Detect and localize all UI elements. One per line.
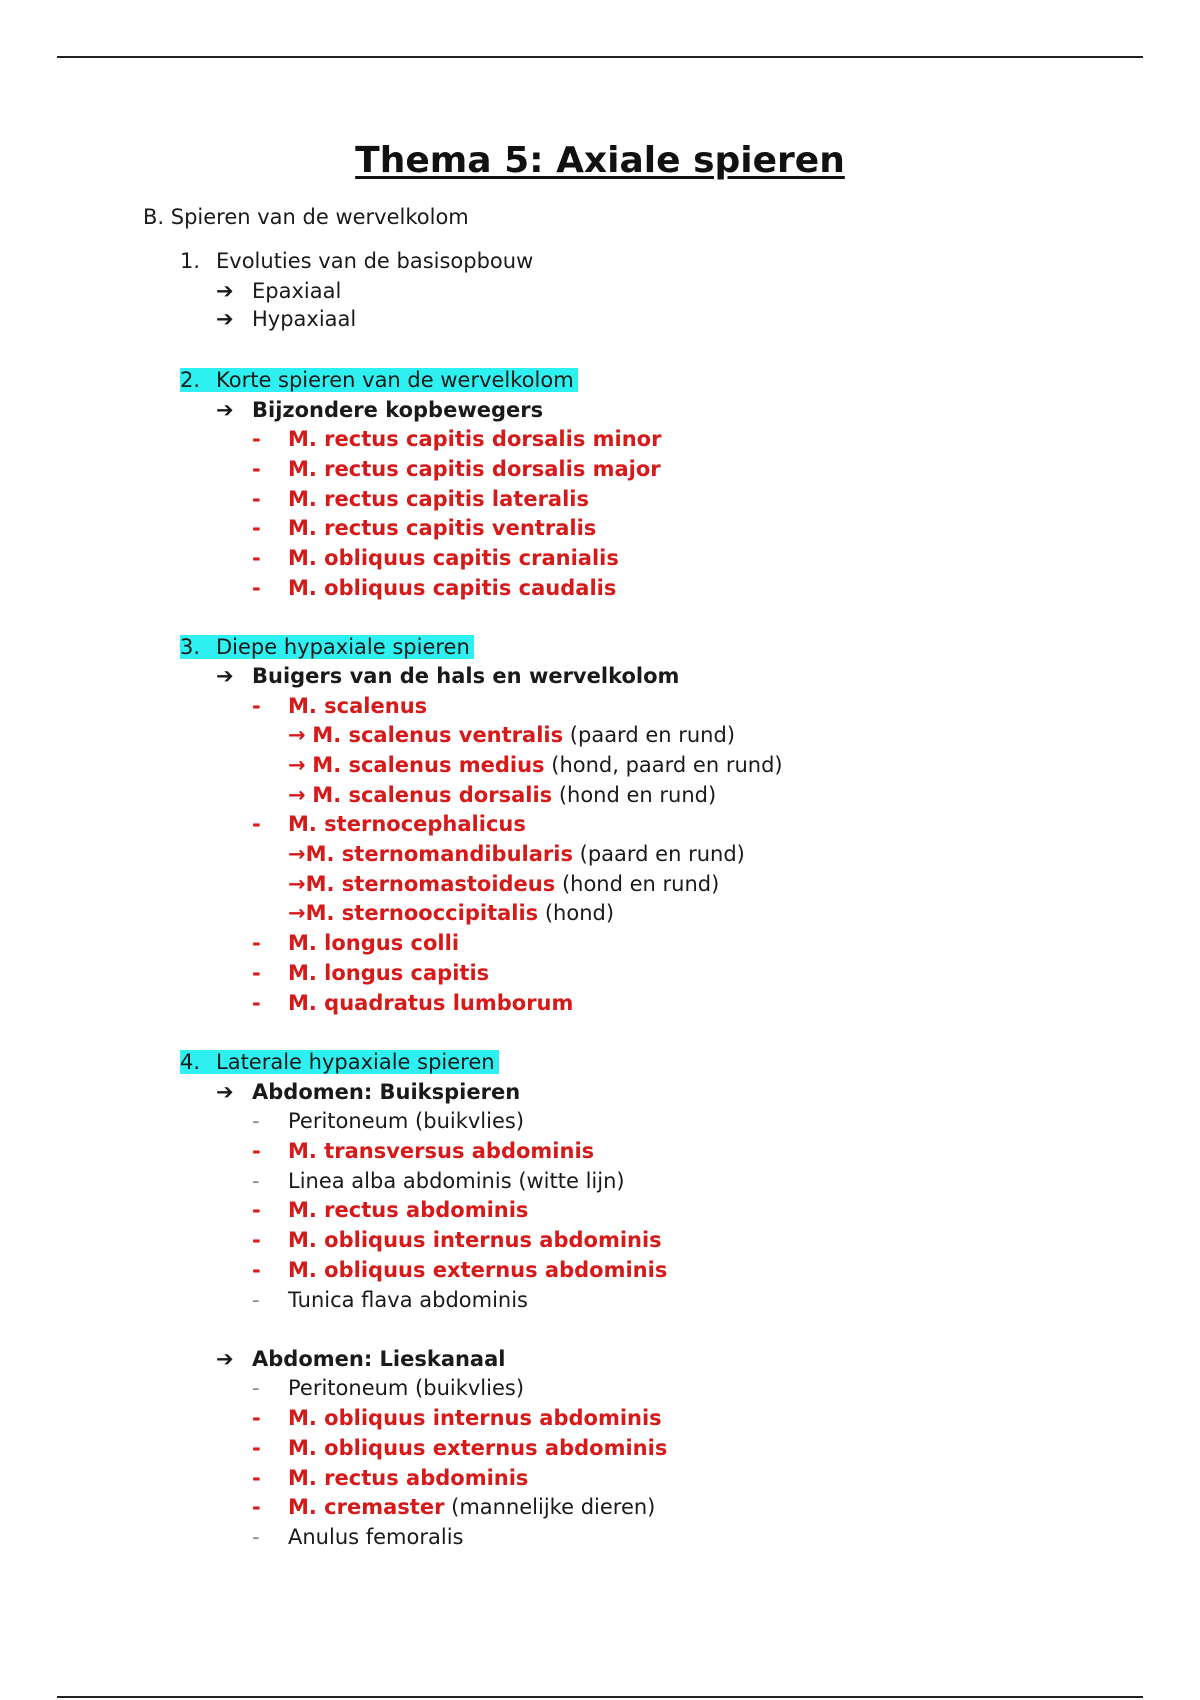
small-arrow-icon: → (288, 723, 306, 747)
sub-list-item (288, 840, 745, 868)
list-item (252, 1523, 463, 1551)
list-item (252, 1286, 528, 1314)
list-item (252, 989, 573, 1017)
arrow-icon: ➔ (216, 398, 234, 422)
arrow-icon: ➔ (216, 1347, 234, 1371)
dash-icon: - (252, 1109, 260, 1133)
small-arrow-icon: → (288, 872, 306, 896)
subheading (216, 396, 543, 424)
dash-icon: - (252, 1288, 260, 1312)
item-label: Peritoneum (buikvlies) (288, 1376, 525, 1400)
list-item (252, 544, 619, 572)
subheading (216, 1078, 520, 1106)
list-item (252, 1374, 524, 1402)
muscle-name: M. quadratus lumborum (288, 991, 574, 1015)
muscle-note: (paard en rund) (579, 842, 745, 866)
list-item (252, 1137, 594, 1165)
subheading-label: Bijzondere kopbewegers (252, 398, 544, 422)
dash-icon: - (252, 1436, 261, 1460)
list-item (252, 1464, 528, 1492)
list-item (252, 929, 459, 957)
page-title: Thema 5: Axiale spieren (355, 140, 845, 181)
section-subtitle: B. Spieren van de wervelkolom (143, 205, 469, 229)
arrow-icon: ➔ (216, 664, 234, 688)
small-arrow-icon: → (288, 842, 306, 866)
dash-icon: - (252, 546, 261, 570)
sub-list-item (288, 721, 735, 749)
muscle-name: M. obliquus capitis caudalis (288, 576, 617, 600)
muscle-name: M. sternomandibularis (305, 842, 573, 866)
muscle-name: M. sternomastoideus (305, 872, 556, 896)
section-3-label: Diepe hypaxiale spieren (216, 635, 470, 659)
arrow-icon: ➔ (216, 307, 234, 331)
dash-icon: - (252, 516, 261, 540)
subheading (216, 662, 679, 690)
small-arrow-icon: → (288, 901, 306, 925)
dash-icon: - (252, 1495, 261, 1519)
sub-list-item (288, 781, 716, 809)
muscle-name: M. scalenus medius (312, 753, 545, 777)
section-2-number: 2. (180, 368, 201, 392)
list-item (252, 810, 526, 838)
item-label: Epaxiaal (252, 279, 342, 303)
item-label: Anulus femoralis (288, 1525, 464, 1549)
item-label: Tunica flava abdominis (288, 1288, 529, 1312)
list-item (252, 1167, 625, 1195)
list-item (216, 305, 356, 333)
list-item (216, 277, 341, 305)
muscle-note: (paard en rund) (569, 723, 736, 747)
muscle-name: M. obliquus internus abdominis (288, 1228, 662, 1252)
list-item (252, 1196, 528, 1224)
muscle-name: M. obliquus internus abdominis (288, 1406, 662, 1430)
list-item (252, 959, 489, 987)
list-item (252, 574, 616, 602)
list-item (252, 425, 661, 453)
list-item (252, 1404, 662, 1432)
sub-list-item (288, 870, 719, 898)
muscle-name: M. sternocephalicus (288, 812, 526, 836)
muscle-note: (mannelijke dieren) (451, 1495, 656, 1519)
muscle-name: M. obliquus capitis cranialis (288, 546, 619, 570)
section-3-number: 3. (180, 635, 201, 659)
muscle-name: M. rectus capitis ventralis (288, 516, 597, 540)
top-rule (57, 56, 1143, 58)
list-item (252, 1256, 667, 1284)
muscle-name: M. scalenus ventralis (312, 723, 564, 747)
muscle-name: M. longus colli (288, 931, 460, 955)
muscle-name: M. obliquus externus abdominis (288, 1436, 668, 1460)
dash-icon: - (252, 991, 261, 1015)
list-item (252, 455, 661, 483)
dash-icon: - (252, 931, 261, 955)
arrow-icon: ➔ (216, 1080, 234, 1104)
section-3-heading (180, 633, 474, 661)
muscle-name: M. cremaster (288, 1495, 445, 1519)
arrow-icon: ➔ (216, 279, 234, 303)
dash-icon: - (252, 487, 261, 511)
muscle-note: (hond en rund) (558, 783, 717, 807)
subheading-label: Abdomen: Lieskanaal (252, 1347, 506, 1371)
muscle-name: M. obliquus externus abdominis (288, 1258, 668, 1282)
muscle-note: (hond en rund) (561, 872, 720, 896)
section-4-label: Laterale hypaxiale spieren (216, 1050, 495, 1074)
section-4-heading (180, 1048, 499, 1076)
sub-list-item (288, 751, 783, 779)
section-2-label: Korte spieren van de wervelkolom (216, 368, 574, 392)
item-label: Peritoneum (buikvlies) (288, 1109, 525, 1133)
list-item (252, 692, 427, 720)
muscle-name: M. rectus capitis dorsalis minor (288, 427, 662, 451)
dash-icon: - (252, 1525, 260, 1549)
sub-list-item (288, 899, 614, 927)
muscle-name: M. sternooccipitalis (305, 901, 539, 925)
muscle-name: M. rectus abdominis (288, 1198, 529, 1222)
muscle-name: M. longus capitis (288, 961, 490, 985)
dash-icon: - (252, 1139, 261, 1163)
item-label: Hypaxiaal (252, 307, 357, 331)
subheading (216, 1345, 505, 1373)
section-1-heading (180, 247, 533, 275)
small-arrow-icon: → (288, 783, 306, 807)
list-item (252, 514, 596, 542)
section-1-label: Evoluties van de basisopbouw (216, 249, 534, 273)
section-1-number: 1. (180, 249, 201, 273)
small-arrow-icon: → (288, 753, 306, 777)
dash-icon: - (252, 1258, 261, 1282)
list-item (252, 1226, 662, 1254)
dash-icon: - (252, 1198, 261, 1222)
muscle-name: M. transversus abdominis (288, 1139, 595, 1163)
item-label: Linea alba abdominis (witte lijn) (288, 1169, 625, 1193)
list-item (252, 1107, 524, 1135)
dash-icon: - (252, 427, 261, 451)
dash-icon: - (252, 961, 261, 985)
muscle-name: M. scalenus (288, 694, 428, 718)
muscle-name: M. scalenus dorsalis (312, 783, 553, 807)
list-item (252, 1493, 655, 1521)
dash-icon: - (252, 812, 261, 836)
dash-icon: - (252, 1406, 261, 1430)
list-item (252, 485, 589, 513)
dash-icon: - (252, 1169, 260, 1193)
subheading-label: Abdomen: Buikspieren (252, 1080, 521, 1104)
muscle-name: M. rectus abdominis (288, 1466, 529, 1490)
bottom-rule (57, 1696, 1143, 1698)
muscle-note: (hond, paard en rund) (551, 753, 783, 777)
dash-icon: - (252, 1228, 261, 1252)
muscle-name: M. rectus capitis dorsalis major (288, 457, 661, 481)
list-item (252, 1434, 667, 1462)
section-2-heading (180, 366, 578, 394)
dash-icon: - (252, 457, 261, 481)
muscle-note: (hond) (544, 901, 615, 925)
dash-icon: - (252, 1466, 261, 1490)
muscle-name: M. rectus capitis lateralis (288, 487, 590, 511)
dash-icon: - (252, 576, 261, 600)
subheading-label: Buigers van de hals en wervelkolom (252, 664, 680, 688)
dash-icon: - (252, 694, 261, 718)
section-4-number: 4. (180, 1050, 201, 1074)
dash-icon: - (252, 1376, 260, 1400)
